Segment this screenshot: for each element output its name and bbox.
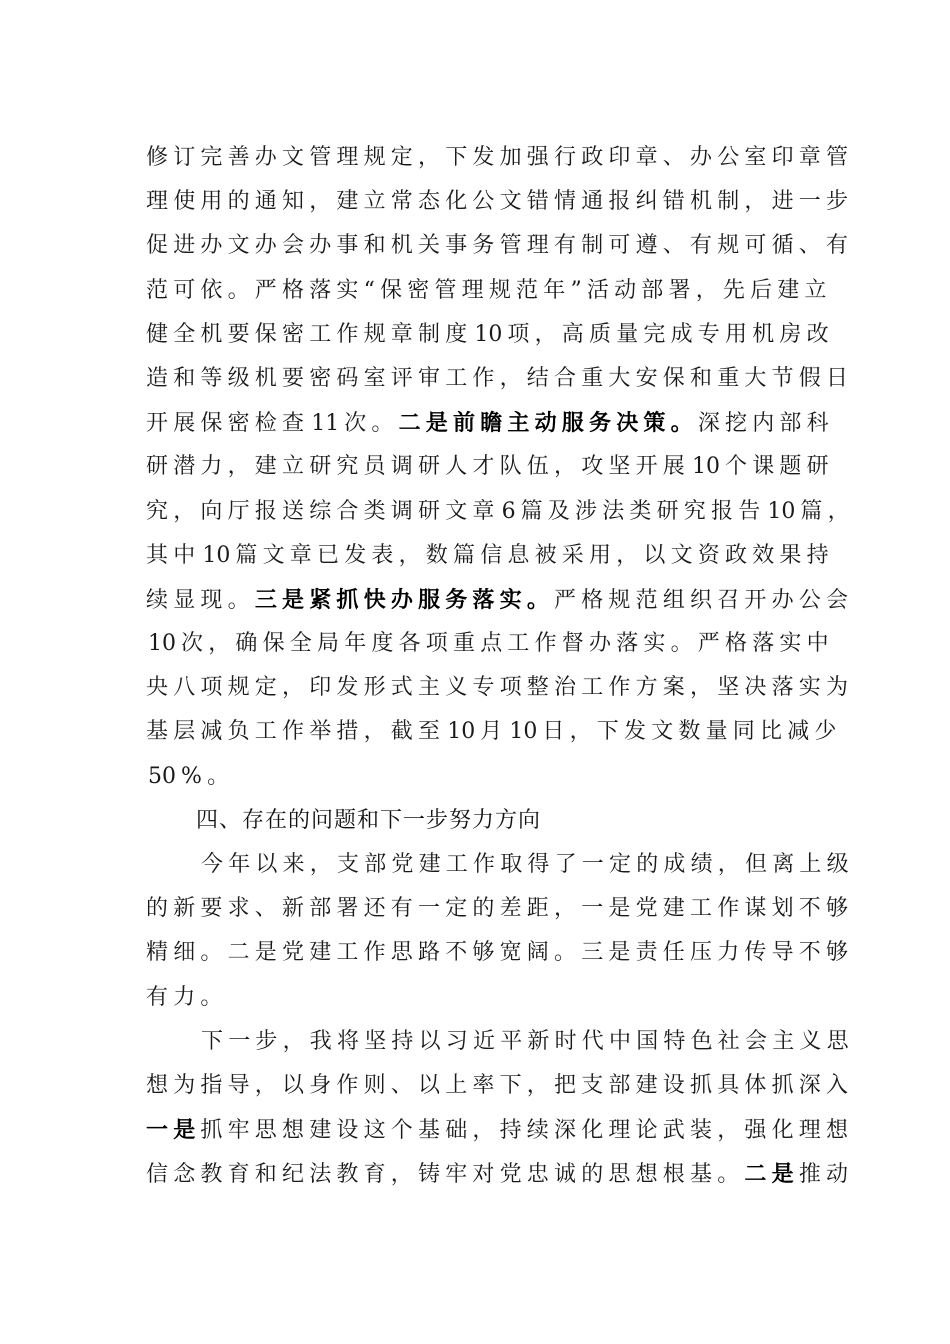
number: 50 bbox=[148, 763, 176, 789]
text-run: 抓牢思想建设这个基础，持续深化理论武装，强化理想 bbox=[200, 1118, 854, 1144]
text-run: 篇， bbox=[800, 498, 855, 524]
text-run: 想为指导，以身作则、以上率下，把支部建设抓具体抓深入 bbox=[146, 1072, 854, 1098]
text-line bbox=[146, 755, 816, 799]
text-run: 次。 bbox=[344, 411, 399, 437]
bold-lead-phrase: 二是 bbox=[744, 1161, 799, 1188]
text-line bbox=[146, 666, 854, 710]
text-line bbox=[146, 1108, 854, 1152]
text-line bbox=[146, 180, 854, 224]
text-run: 其中 bbox=[146, 542, 201, 568]
text-run: 续显现。 bbox=[146, 587, 255, 613]
text-run: 研潜力，建立研究员调研人才队伍，攻坚开展 bbox=[146, 454, 691, 480]
text-run: 推动 bbox=[798, 1162, 854, 1188]
document-body bbox=[146, 136, 855, 1197]
text-line: 精细。二是党建工作思路不够宽阔。三是责任压力传导不够 bbox=[146, 940, 854, 966]
text-line bbox=[146, 1064, 854, 1108]
text-run: 严格规范组织召开办公会 bbox=[554, 587, 854, 613]
text-run: 健全机要保密工作规章制度 bbox=[146, 321, 473, 347]
text-run: 修订完善办文管理规定，下发加强行政印章、办公室印章管 bbox=[146, 145, 854, 170]
text-line bbox=[146, 534, 834, 578]
text-run: 下一步，我将坚持以习近平新时代中国特色社会主义思 bbox=[201, 1028, 854, 1054]
text-run: 项，高质量完成专用机房改 bbox=[507, 321, 834, 347]
text-line bbox=[146, 622, 834, 666]
text-line bbox=[146, 1152, 854, 1196]
number: 10 bbox=[474, 321, 503, 347]
text-run: 究，向厅报送综合类调研文章 bbox=[146, 498, 500, 524]
number: 10 bbox=[447, 719, 476, 745]
text-run: 基层减负工作举措，截至 bbox=[146, 719, 446, 745]
bold-lead-phrase: 三是紧抓快办服务落实。 bbox=[254, 586, 555, 613]
text-line bbox=[146, 401, 834, 445]
text-run: 央八项规定，印发形式主义专项整治工作方案，坚决落实为 bbox=[146, 675, 854, 701]
text-line bbox=[146, 136, 854, 180]
text-line bbox=[146, 445, 834, 489]
text-line: 有力。 bbox=[146, 984, 228, 1010]
text-run: 促进办文办会办事和机关事务管理有制可遵、有规可循、有 bbox=[146, 233, 854, 259]
text-run: 开展保密检查 bbox=[146, 411, 310, 437]
paragraph-problems bbox=[146, 843, 854, 1020]
text-line bbox=[146, 710, 842, 754]
text-line bbox=[146, 1020, 854, 1064]
text-run: 深挖内部科 bbox=[697, 411, 834, 437]
number: 11 bbox=[311, 411, 340, 437]
bold-lead-phrase: 二是前瞻主动服务决策。 bbox=[398, 410, 698, 437]
text-line bbox=[146, 224, 854, 268]
text-run: 篇及涉法类研究报告 bbox=[520, 498, 766, 524]
text-run: 篇文章已发表，数篇信息被采用，以文资政效果持 bbox=[235, 542, 834, 568]
text-run: 日，下发文数量同比减少 bbox=[542, 719, 842, 745]
text-run: %。 bbox=[181, 763, 235, 789]
text-line bbox=[146, 313, 834, 357]
number: 6 bbox=[501, 498, 516, 524]
number: 10 bbox=[692, 454, 721, 480]
text-line bbox=[146, 357, 854, 401]
text-line bbox=[146, 578, 854, 622]
paragraph-next-steps bbox=[146, 1020, 854, 1197]
number: 10 bbox=[148, 631, 176, 657]
text-line bbox=[146, 490, 855, 534]
text-run: 信念教育和纪法教育，铸牢对党忠诚的思想根基。 bbox=[146, 1162, 745, 1188]
section-heading: 四、存在的问题和下一步努力方向 bbox=[196, 807, 542, 833]
text-run: 理使用的通知，建立常态化公文错情通报纠错机制，进一步 bbox=[146, 189, 854, 215]
text-line: 今年以来，支部党建工作取得了一定的成绩，但离上级 bbox=[201, 852, 854, 877]
text-line: 的新要求、新部署还有一定的差距，一是党建工作谋划不够 bbox=[146, 896, 854, 922]
text-run: 次，确保全局年度各项重点工作督办落实。严格落实中 bbox=[181, 631, 834, 657]
paragraph-office-work bbox=[146, 136, 855, 799]
text-run: 造和等级机要密码室评审工作，结合重大安保和重大节假日 bbox=[146, 365, 854, 391]
text-run: 月 bbox=[480, 719, 508, 745]
text-run: 范可依。严格落实“保密管理规范年”活动部署，先后建立 bbox=[146, 277, 832, 303]
number: 10 bbox=[767, 498, 796, 524]
number: 10 bbox=[509, 719, 538, 745]
text-run: 个课题研 bbox=[725, 454, 834, 480]
bold-lead-phrase: 一是 bbox=[146, 1117, 201, 1144]
text-line bbox=[146, 269, 832, 313]
number: 10 bbox=[202, 542, 231, 568]
